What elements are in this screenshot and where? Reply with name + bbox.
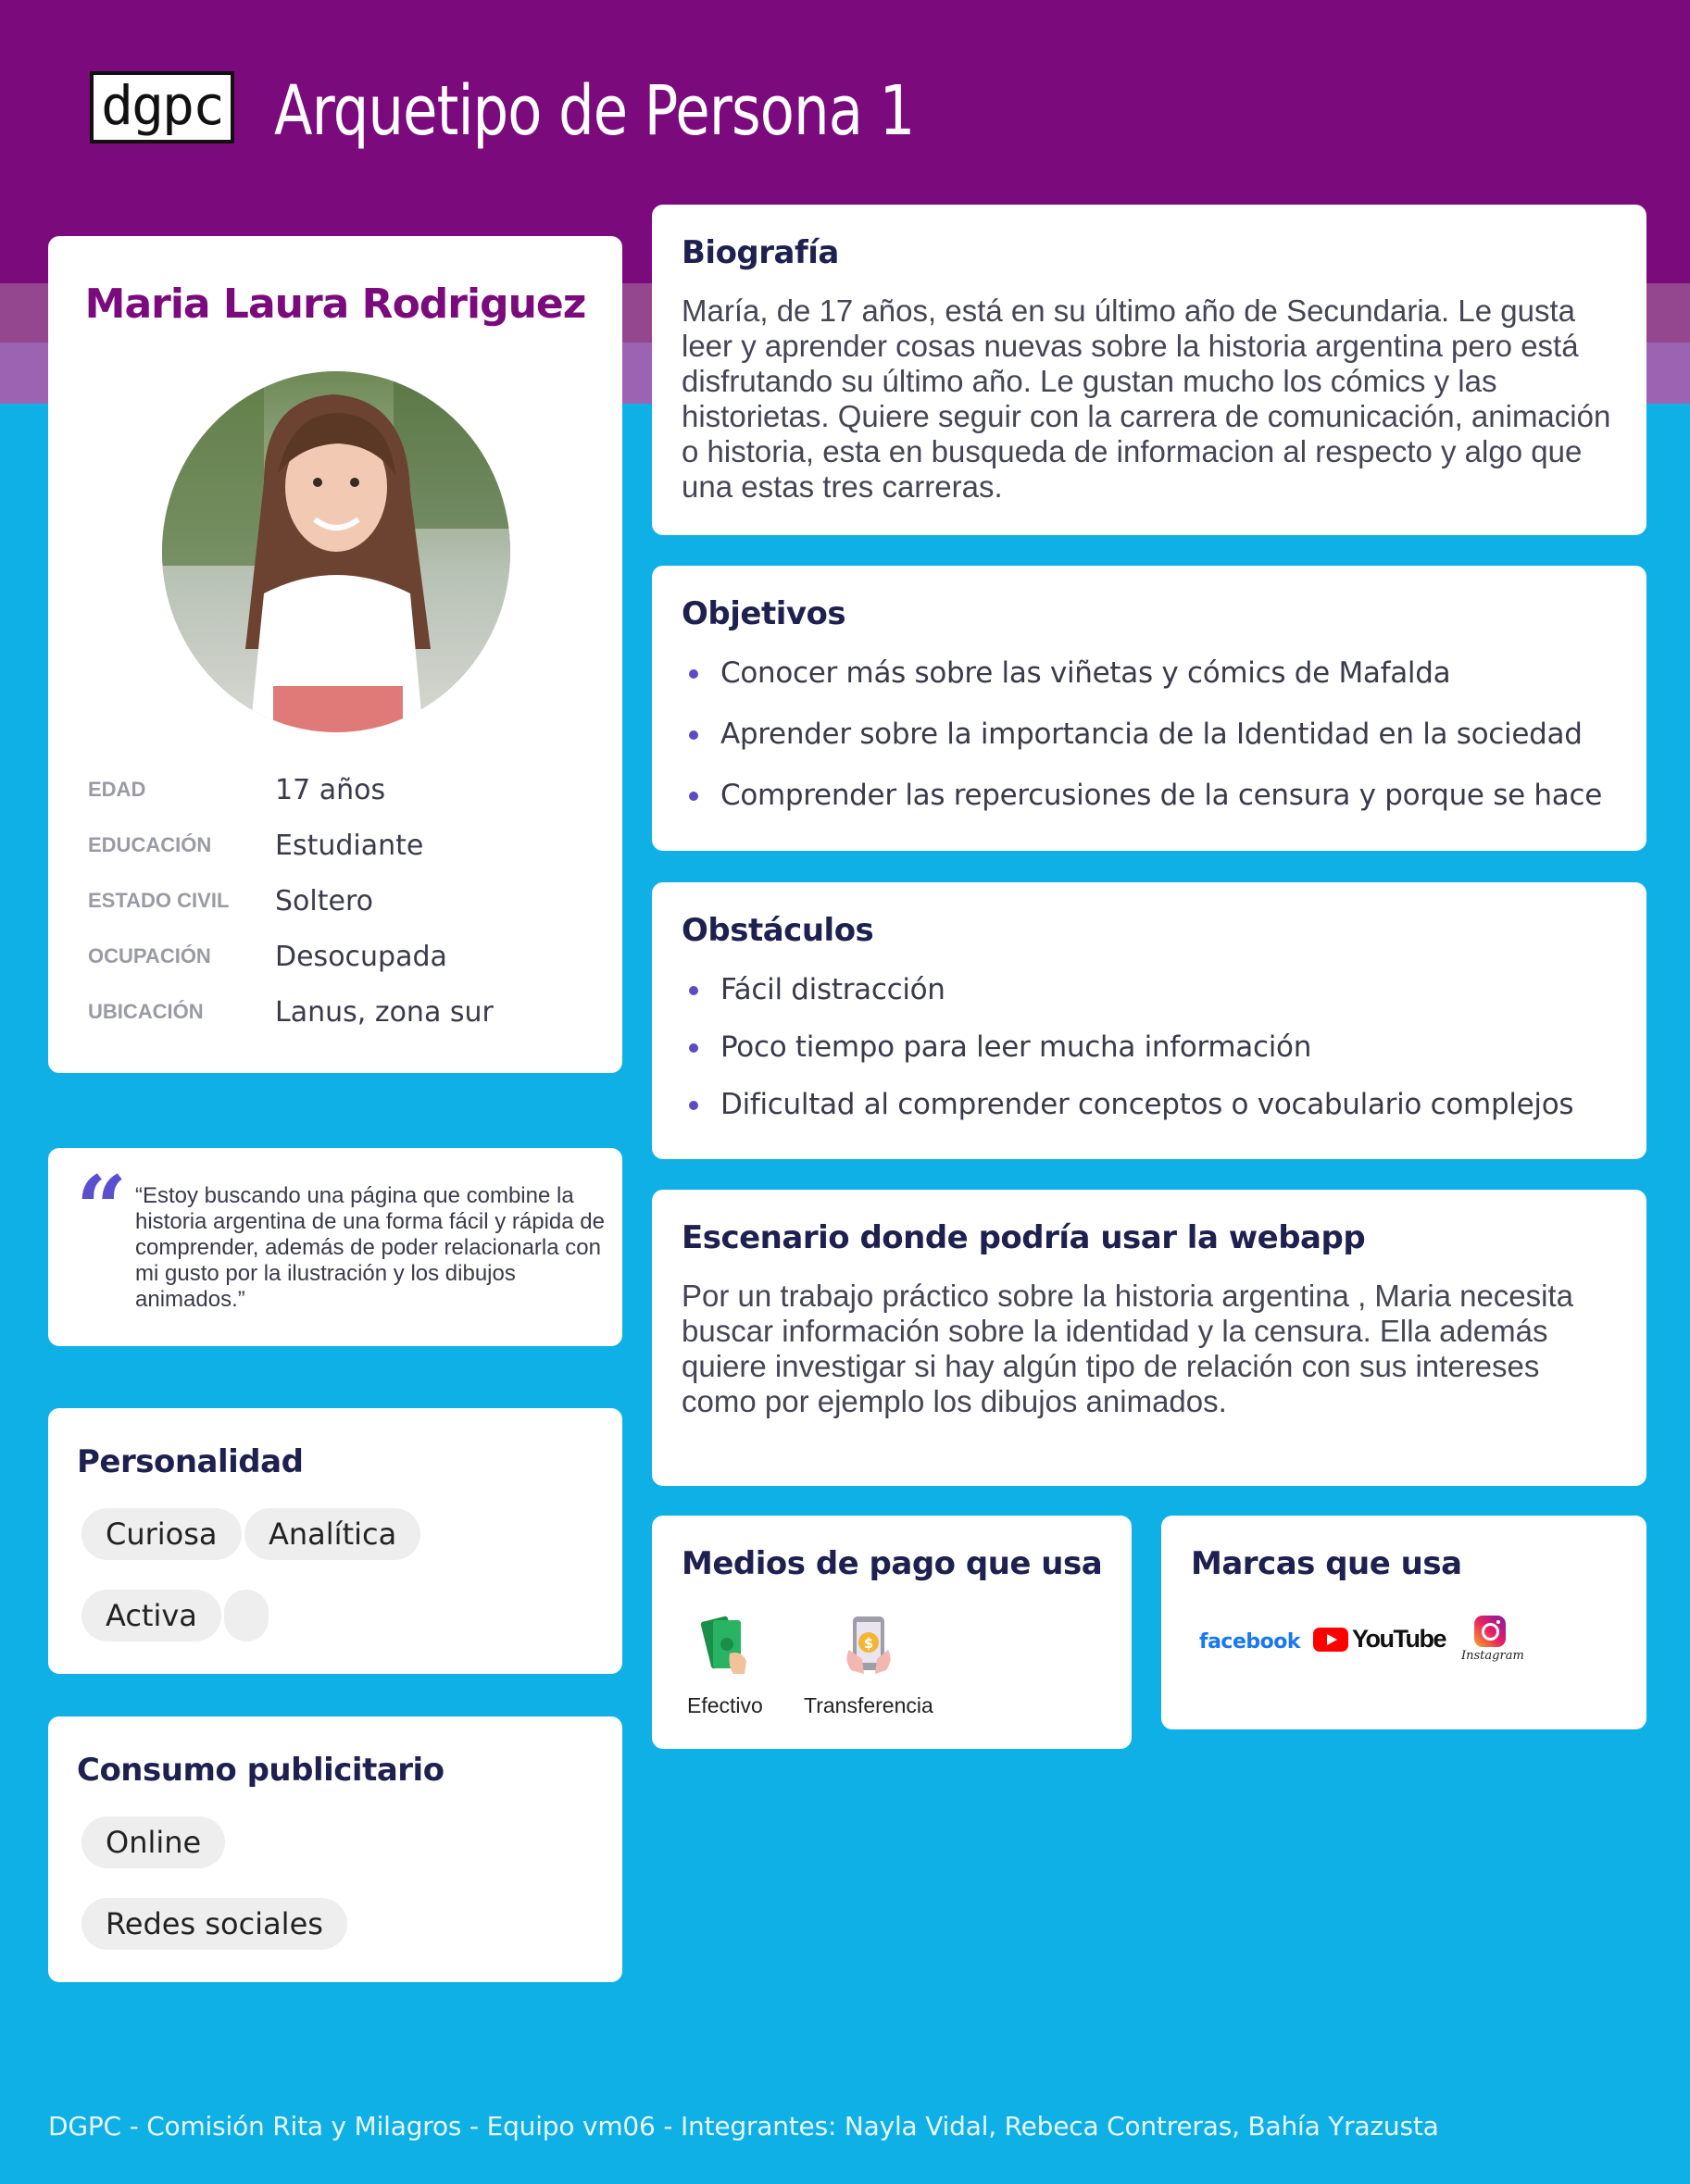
chip-analitica: Analítica — [244, 1508, 420, 1560]
profile-field-estado-civil — [88, 873, 607, 929]
list-item: Comprender las repercusiones de la censura y porque se hace — [682, 777, 1617, 838]
list-item: Poco tiempo para leer mucha información — [682, 1029, 1617, 1086]
field-label: UBICACIÓN — [88, 1000, 204, 1023]
medios-pago-title: Medios de pago que usa — [682, 1545, 1103, 1582]
youtube-play-icon — [1313, 1628, 1348, 1652]
avatar — [162, 371, 510, 732]
biografia-card — [652, 205, 1646, 535]
profile-field-educacion — [88, 817, 607, 873]
profile-field-ubicacion — [88, 984, 607, 1040]
field-label: OCUPACIÓN — [88, 944, 211, 967]
objetivos-title: Objetivos — [682, 595, 846, 632]
medios-pago-card — [652, 1516, 1132, 1749]
facebook-logo: facebook — [1199, 1630, 1300, 1654]
list-item: Fácil distracción — [682, 971, 1617, 1029]
payment-label: Efectivo — [687, 1693, 763, 1717]
consumo-card — [48, 1716, 622, 1982]
footer-credits: DGPC - Comisión Rita y Milagros - Equipo vm06 - Integrantes: Nayla Vidal, Rebeca Contreras, Bahía Yrazusta — [48, 2111, 1439, 2141]
youtube-logo — [1313, 1625, 1446, 1654]
quote-text: “Estoy buscando una página que combine la historia argentina de una forma fácil y rápida de comprender, además de poder relacionarla con mi gusto por la ilustración y los dibujos animados.” — [135, 1183, 605, 1312]
phone-payment-icon — [836, 1613, 901, 1678]
field-value: Estudiante — [275, 829, 424, 862]
quote-card — [48, 1148, 622, 1346]
persona-name: Maria Laura Rodriguez — [84, 281, 586, 328]
obstaculos-list — [682, 971, 1617, 1143]
personalidad-title: Personalidad — [77, 1443, 304, 1480]
field-label: ESTADO CIVIL — [88, 889, 230, 912]
field-value: Lanus, zona sur — [275, 995, 494, 1029]
objetivos-card — [652, 566, 1646, 851]
field-label: EDAD — [88, 778, 146, 801]
dgpc-logo: dgpc — [90, 71, 234, 144]
payment-transferencia — [804, 1613, 933, 1718]
instagram-wordmark: Instagram — [1461, 1649, 1524, 1663]
instagram-icon — [1474, 1616, 1506, 1647]
quote-icon: “ — [76, 1156, 128, 1261]
escenario-title: Escenario donde podría usar la webapp — [682, 1219, 1366, 1256]
escenario-card — [652, 1190, 1646, 1486]
field-label: EDUCACIÓN — [88, 833, 212, 856]
list-item: Dificultad al comprender conceptos o vocabulario complejos — [682, 1086, 1617, 1143]
payment-efectivo — [687, 1613, 763, 1718]
marcas-card — [1161, 1516, 1646, 1729]
youtube-wordmark: YouTube — [1352, 1625, 1446, 1653]
list-item: Aprender sobre la importancia de la Identidad en la sociedad — [682, 716, 1617, 777]
profile-card — [48, 236, 622, 1073]
personalidad-card — [48, 1408, 622, 1674]
obstaculos-title: Obstáculos — [682, 912, 874, 949]
profile-field-edad — [88, 762, 607, 817]
chip-online: Online — [81, 1816, 225, 1868]
field-value: Desocupada — [275, 940, 447, 973]
svg-text:$: $ — [863, 1635, 874, 1652]
page-title: Arquetipo de Persona 1 — [274, 71, 915, 151]
biografia-text: María, de 17 años, está en su último año de Secundaria. Le gusta leer y aprender cosas nuevas sobre la historia argentina pero está disfrutando su último año. Le gustan mucho los cómics y las historietas. Quiere seguir con la carrera de comunicación, animación o historia, esta en busqueda de informacion al respecto y algo que una estas tres carreras. — [682, 293, 1611, 504]
obstaculos-card — [652, 882, 1646, 1159]
field-value: Soltero — [275, 884, 373, 917]
profile-fields — [88, 762, 607, 1040]
chip-empty — [224, 1590, 269, 1641]
escenario-text: Por un trabajo práctico sobre la historia argentina , Maria necesita buscar información sobre la identidad y la censura. Ella además quiere investigar si hay algún tipo de relación con sus intereses como por ejemplo los dibujos animados. — [682, 1279, 1574, 1418]
chip-curiosa: Curiosa — [81, 1508, 242, 1560]
field-value: 17 años — [275, 773, 386, 806]
instagram-logo — [1461, 1616, 1524, 1663]
objetivos-list — [682, 655, 1617, 838]
chip-redes-sociales: Redes sociales — [81, 1898, 347, 1950]
marcas-title: Marcas que usa — [1191, 1545, 1462, 1582]
list-item: Conocer más sobre las viñetas y cómics de Mafalda — [682, 655, 1617, 716]
payment-label: Transferencia — [804, 1693, 933, 1717]
consumo-title: Consumo publicitario — [77, 1752, 444, 1789]
chip-activa: Activa — [81, 1590, 221, 1641]
avatar-photo — [162, 371, 510, 732]
biografia-title: Biografía — [682, 234, 839, 271]
profile-field-ocupacion — [88, 929, 607, 984]
cash-icon — [693, 1613, 757, 1678]
